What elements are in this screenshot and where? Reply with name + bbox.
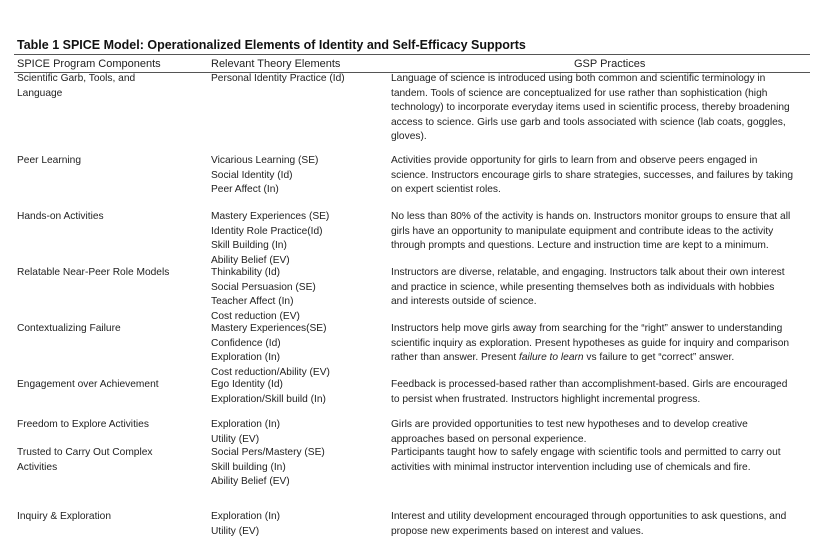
component-cell-line: Activities xyxy=(17,461,58,473)
practice-cell-line: on expert scientist roles. xyxy=(391,184,501,195)
practice-cell-line: approaches based on personal experience. xyxy=(391,433,587,445)
practice-cell-line: Girls are provided opportunities to test new hypotheses and to develop creative xyxy=(391,419,748,430)
theory-cell xyxy=(211,510,383,539)
theory-cell xyxy=(211,322,383,380)
header-gsp-practices: GSP Practices xyxy=(574,58,646,70)
practice-cell xyxy=(391,378,809,407)
practice-cell-line: to persist when frustrated. Instructors highlight incremental progress. xyxy=(391,393,701,405)
practice-cell-line: rather than answer. Present failure to learn vs failure to get “correct” answer. xyxy=(391,352,735,363)
component-cell-line: Relatable Near-Peer Role Models xyxy=(17,267,170,278)
theory-cell-line: Social Persuasion (SE) xyxy=(211,281,316,293)
practice-cell-line: girls have an opportunity to manipulate equipment and contribute ideas to the activity xyxy=(391,225,774,237)
component-cell xyxy=(17,510,197,525)
practice-cell xyxy=(391,446,809,475)
theory-cell-line: Mastery Experiences(SE) xyxy=(211,323,327,334)
practice-cell-line: tandem. Tools of science are conceptualized for use rather than sophistication (high xyxy=(391,87,768,99)
component-cell-line: Hands-on Activities xyxy=(17,211,104,222)
component-cell-line: Peer Learning xyxy=(17,155,82,166)
table-title: Table 1 SPICE Model: Operationalized Elements of Identity and Self-Efficacy Supports xyxy=(17,38,526,52)
theory-cell xyxy=(211,72,383,87)
component-cell xyxy=(17,72,197,101)
theory-cell-line: Utility (EV) xyxy=(211,433,260,445)
practice-cell-line: through prompts and questions. Lecture and instruction time are kept to a minimum. xyxy=(391,240,769,251)
top-rule xyxy=(14,54,810,55)
theory-cell xyxy=(211,210,383,268)
practice-cell-line: propose new experiments based on interest and values. xyxy=(391,525,644,537)
theory-cell-line: Ability Belief (EV) xyxy=(211,254,290,266)
practice-cell xyxy=(391,72,809,145)
theory-cell-line: Utility (EV) xyxy=(211,525,260,537)
theory-cell-line: Exploration (In) xyxy=(211,419,281,430)
component-cell xyxy=(17,378,197,393)
practice-cell xyxy=(391,510,809,539)
component-cell xyxy=(17,418,197,433)
theory-cell xyxy=(211,154,383,198)
theory-cell xyxy=(211,378,383,407)
practice-cell-line: technology) to incorporate everyday items used in scientific process, thereby broadening xyxy=(391,102,790,113)
practice-cell-line: scientific inquiry as exploration. Present hypotheses as guide for inquiry and comparison xyxy=(391,337,790,349)
theory-cell xyxy=(211,418,383,447)
practice-cell xyxy=(391,266,809,310)
theory-cell xyxy=(211,446,383,490)
component-cell-line: Scientific Garb, Tools, and xyxy=(17,73,136,84)
header-spice-components: SPICE Program Components xyxy=(17,58,161,70)
theory-cell-line: Mastery Experiences (SE) xyxy=(211,211,330,222)
practice-cell-line: and practice in science, while presenting themselves both as individuals with hobbies xyxy=(391,281,775,293)
theory-cell-line: Exploration (In) xyxy=(211,352,281,363)
practice-cell-line: Feedback is processed-based rather than accomplishment-based. Girls are encouraged xyxy=(391,379,788,390)
theory-cell-line: Exploration (In) xyxy=(211,511,281,522)
component-cell-line: Contextualizing Failure xyxy=(17,323,121,334)
component-cell xyxy=(17,266,197,281)
practice-cell-line: science. Instructors encourage girls to share strategies, successes, and failures by taking xyxy=(391,169,794,181)
practice-cell-line: and interests outside of science. xyxy=(391,296,537,307)
theory-cell-line: Teacher Affect (In) xyxy=(211,296,294,307)
theory-cell-line: Exploration/Skill build (In) xyxy=(211,393,326,405)
practice-cell xyxy=(391,154,809,198)
practice-cell xyxy=(391,322,809,366)
component-cell-line: Language xyxy=(17,87,63,99)
practice-cell-line: access to science. Girls use garb and tools associated with science (lab coats, goggles, xyxy=(391,116,786,128)
theory-cell-line: Social Identity (Id) xyxy=(211,169,293,181)
practice-cell-line: activities with minimal instructor intervention including use of chemicals and fire. xyxy=(391,461,751,473)
practice-cell-line: Language of science is introduced using both common and scientific terminology in xyxy=(391,73,766,84)
theory-cell-line: Vicarious Learning (SE) xyxy=(211,155,319,166)
practice-cell-line: Interest and utility development encouraged through opportunities to ask questions, and xyxy=(391,511,787,522)
practice-cell-line: Instructors are diverse, relatable, and engaging. Instructors talk about their own interest xyxy=(391,267,785,278)
bottom-band xyxy=(0,541,820,551)
practice-cell xyxy=(391,210,809,254)
component-cell xyxy=(17,154,197,169)
theory-cell-line: Skill Building (In) xyxy=(211,240,287,251)
theory-cell-line: Personal Identity Practice (Id) xyxy=(211,73,345,84)
component-cell-line: Inquiry & Exploration xyxy=(17,511,112,522)
component-cell-line: Engagement over Achievement xyxy=(17,379,159,390)
theory-cell-line: Confidence (Id) xyxy=(211,337,281,349)
practice-cell-line: Participants taught how to safely engage with scientific tools and permitted to carry out xyxy=(391,447,781,458)
theory-cell-line: Identity Role Practice(Id) xyxy=(211,225,323,237)
practice-cell-line: No less than 80% of the activity is hands on. Instructors monitor groups to ensure that all xyxy=(391,211,791,222)
practice-cell-line: Activities provide opportunity for girls to learn from and observe peers engaged in xyxy=(391,155,758,166)
practice-cell xyxy=(391,418,809,447)
component-cell-line: Trusted to Carry Out Complex xyxy=(17,447,153,458)
component-cell xyxy=(17,446,197,475)
theory-cell-line: Ego Identity (Id) xyxy=(211,379,283,390)
theory-cell-line: Cost reduction (EV) xyxy=(211,310,300,322)
theory-cell-line: Social Pers/Mastery (SE) xyxy=(211,447,325,458)
component-cell xyxy=(17,210,197,225)
theory-cell-line: Peer Affect (In) xyxy=(211,184,279,195)
component-cell-line: Freedom to Explore Activities xyxy=(17,419,149,430)
theory-cell-line: Cost reduction/Ability (EV) xyxy=(211,366,330,378)
practice-cell-line: gloves). xyxy=(391,131,427,142)
theory-cell-line: Ability Belief (EV) xyxy=(211,476,290,487)
theory-cell xyxy=(211,266,383,324)
header-theory-elements: Relevant Theory Elements xyxy=(211,58,341,70)
practice-cell-line: Instructors help move girls away from searching for the “right” answer to understanding xyxy=(391,323,783,334)
theory-cell-line: Skill building (In) xyxy=(211,461,286,473)
theory-cell-line: Thinkability (Id) xyxy=(211,267,281,278)
component-cell xyxy=(17,322,197,337)
